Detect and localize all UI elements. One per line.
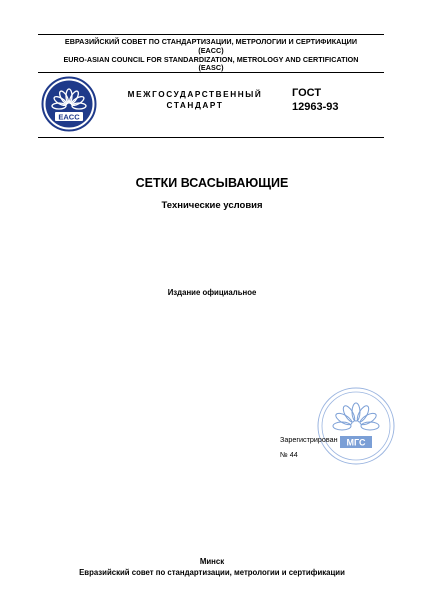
footer-publisher: Евразийский совет по стандартизации, метрологии и сертификации — [79, 568, 345, 577]
registration-number: № 44 — [280, 450, 298, 459]
header-abbr-en: (EASC) — [198, 63, 224, 72]
edition-label: Издание официальное — [167, 288, 257, 297]
header-box — [38, 34, 384, 73]
footer-city: Минск — [199, 557, 225, 566]
gost-label: ГОСТ — [292, 87, 322, 99]
document-subtitle: Технические условия — [161, 200, 263, 211]
header-abbr-ru: (EACC) — [198, 46, 224, 55]
divider — [38, 137, 384, 138]
eacc-logo-icon — [41, 76, 97, 132]
gost-number: 12963-93 — [292, 101, 339, 113]
document-title: СЕТКИ ВСАСЫВАЮЩИЕ — [135, 176, 289, 190]
registered-label: Зарегистрирован — [280, 435, 338, 444]
standard-label-1: МЕЖГОСУДАРСТВЕННЫЙ — [127, 90, 263, 99]
header-line-en: EURO-ASIAN COUNCIL FOR STANDARDIZATION, METROLOGY AND CERTIFICATION — [63, 55, 359, 64]
mgs-stamp-icon — [316, 386, 396, 466]
stamp-text: МГС — [346, 437, 366, 448]
header-line-ru: ЕВРАЗИЙСКИЙ СОВЕТ ПО СТАНДАРТИЗАЦИИ, МЕТРОЛОГИИ И СЕРТИФИКАЦИИ — [64, 37, 358, 46]
standard-label-2: СТАНДАРТ — [166, 101, 224, 110]
logo-text: EACC — [58, 112, 80, 122]
